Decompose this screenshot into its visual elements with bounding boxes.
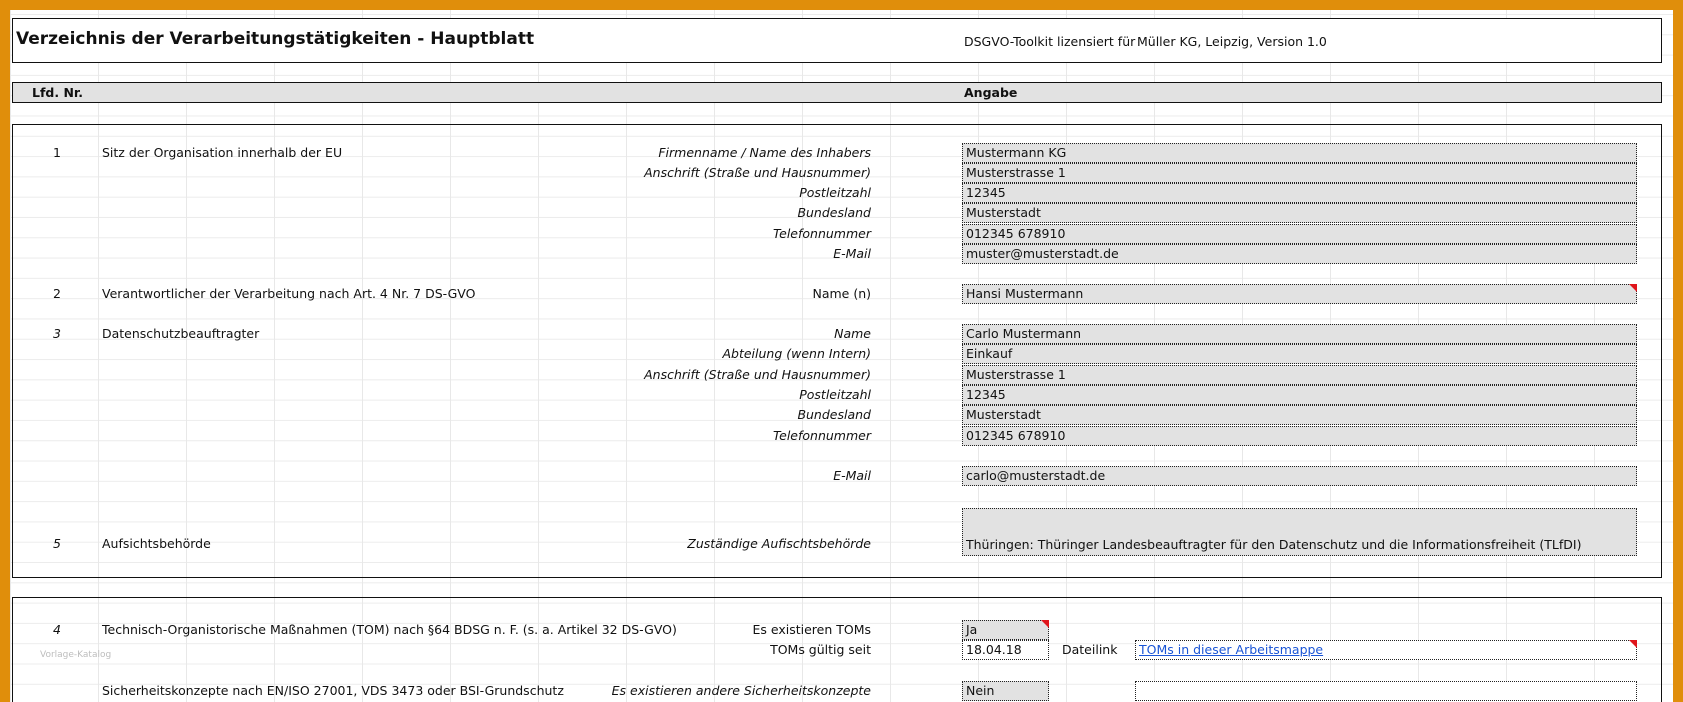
- section-label: Sicherheitskonzepte nach EN/ISO 27001, VDS 3473 oder BSI-Grundschutz: [102, 683, 564, 698]
- field-label: E-Mail: [833, 246, 871, 261]
- address-field[interactable]: Musterstrasse 1: [962, 163, 1637, 183]
- field-label: TOMs gültig seit: [770, 642, 871, 657]
- dpo-phone-field[interactable]: 012345 678910: [962, 426, 1637, 446]
- email-field[interactable]: muster@musterstadt.de: [962, 244, 1637, 264]
- field-label: Abteilung (wenn Intern): [722, 346, 871, 361]
- column-header-angabe: Angabe: [964, 85, 1018, 100]
- section-label: Aufsichtsbehörde: [102, 536, 211, 551]
- section-label: Technisch-Organistorische Maßnahmen (TOM) nach §64 BDSG n. F. (s. a. Artikel 32 DS-GVO): [102, 622, 677, 637]
- security-concepts-extra-cell[interactable]: [1135, 681, 1637, 701]
- column-header-nr: Lfd. Nr.: [32, 85, 84, 100]
- dpo-postal-code-field[interactable]: 12345: [962, 385, 1637, 405]
- dpo-email-field[interactable]: carlo@musterstadt.de: [962, 466, 1637, 486]
- field-label: Name: [834, 326, 871, 341]
- company-name-field[interactable]: Mustermann KG: [962, 143, 1637, 163]
- dpo-address-field[interactable]: Musterstrasse 1: [962, 365, 1637, 385]
- row-number: 2: [53, 286, 61, 301]
- toms-valid-since-field[interactable]: 18.04.18: [962, 640, 1049, 660]
- field-label: Zuständige Aufischtsbehörde: [687, 536, 871, 551]
- section-label: Sitz der Organisation innerhalb der EU: [102, 145, 343, 160]
- file-link-cell[interactable]: [1135, 640, 1637, 660]
- field-label: Es existieren andere Sicherheitskonzepte: [611, 683, 871, 698]
- watermark: Vorlage-Katalog: [40, 650, 112, 660]
- column-header-bar: [12, 82, 1662, 103]
- row-number: 4: [53, 622, 61, 637]
- postal-code-field[interactable]: 12345: [962, 183, 1637, 203]
- state-field[interactable]: Musterstadt: [962, 203, 1637, 223]
- field-label: Postleitzahl: [799, 185, 871, 200]
- phone-field[interactable]: 012345 678910: [962, 224, 1637, 244]
- page-title: Verzeichnis der Verarbeitungstätigkeiten - Hauptblatt: [16, 29, 535, 49]
- field-label: Bundesland: [797, 205, 871, 220]
- row-number: 5: [53, 536, 61, 551]
- field-label: Firmenname / Name des Inhabers: [658, 145, 871, 160]
- comment-marker-icon[interactable]: [1041, 620, 1049, 628]
- dpo-state-field[interactable]: Musterstadt: [962, 405, 1637, 425]
- section-label: Datenschutzbeauftragter: [102, 326, 260, 341]
- field-label: Anschrift (Straße und Hausnummer): [644, 165, 871, 180]
- toms-exist-field[interactable]: Ja: [962, 620, 1049, 640]
- license-holder: Müller KG, Leipzig, Version 1.0: [1137, 34, 1327, 49]
- file-link-label: Dateilink: [1062, 642, 1118, 657]
- comment-marker-icon[interactable]: [1629, 640, 1637, 648]
- row-number: 3: [53, 326, 61, 341]
- field-label: Telefonnummer: [773, 428, 871, 443]
- field-label: Name (n): [812, 286, 871, 301]
- field-label: Anschrift (Straße und Hausnummer): [644, 367, 871, 382]
- section-label: Verantwortlicher der Verarbeitung nach Art. 4 Nr. 7 DS-GVO: [102, 286, 476, 301]
- field-label: Es existieren TOMs: [752, 622, 871, 637]
- authority-field[interactable]: Thüringen: Thüringer Landesbeauftragter für den Datenschutz und die Informationsfreiheit (TLfDI): [962, 508, 1637, 556]
- comment-marker-icon[interactable]: [1629, 284, 1637, 292]
- security-concepts-field[interactable]: Nein: [962, 681, 1049, 701]
- row-number: 1: [53, 145, 61, 160]
- field-label: Telefonnummer: [773, 226, 871, 241]
- responsible-name-field[interactable]: Hansi Mustermann: [962, 284, 1637, 304]
- spreadsheet[interactable]: [10, 10, 1673, 702]
- license-prefix: DSGVO-Toolkit lizensiert für: [964, 34, 1136, 49]
- field-label: E-Mail: [833, 468, 871, 483]
- field-label: Postleitzahl: [799, 387, 871, 402]
- dpo-name-field[interactable]: Carlo Mustermann: [962, 324, 1637, 344]
- dpo-department-field[interactable]: Einkauf: [962, 344, 1637, 364]
- toms-file-link[interactable]: TOMs in dieser Arbeitsmappe: [1139, 642, 1324, 657]
- field-label: Bundesland: [797, 407, 871, 422]
